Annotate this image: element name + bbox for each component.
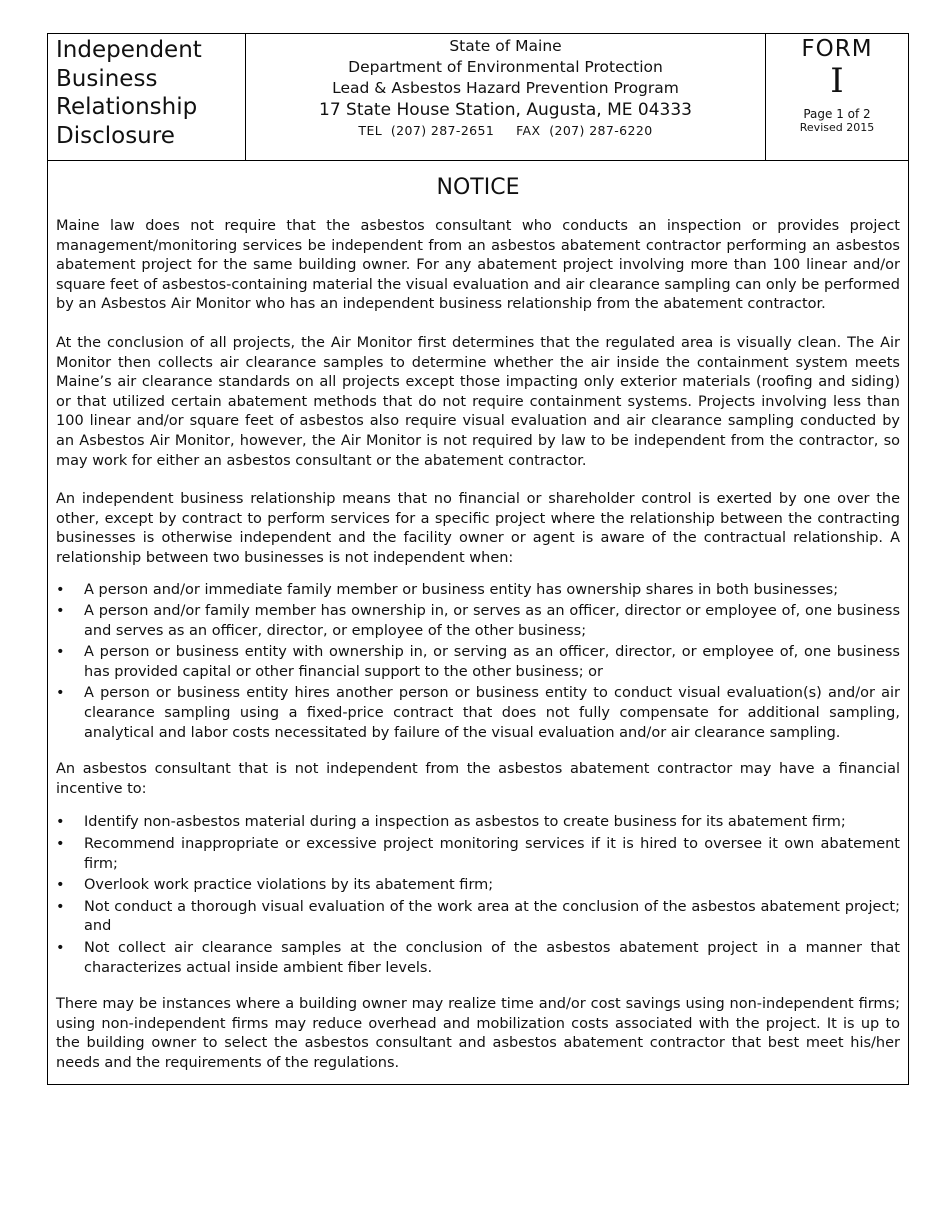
agency-block (246, 34, 766, 160)
disclosure-form (47, 33, 909, 1085)
list-item (56, 876, 900, 896)
list-item-text: Identify non-asbestos material during a inspection as asbestos to create business for its abatement firm; (84, 814, 846, 831)
list-item-text: A person and/or immediate family member or business entity has ownership shares in both businesses; (84, 581, 839, 598)
list-item (56, 813, 900, 833)
form-title-line: Disclosure (56, 122, 175, 149)
list-item-text: A person and/or family member has ownership in, or serves as an officer, director or employee of, one business and serves as an officer, director, or employee of the other business; (84, 603, 900, 639)
bullet-icon: • (56, 581, 65, 598)
form-id: I (830, 61, 844, 101)
incentive-list (56, 813, 900, 978)
list-item-text: Overlook work practice violations by its abatement firm; (84, 877, 494, 894)
incentive-intro: An asbestos consultant that is not independent from the asbestos abatement contractor may have a financial incentive to: (56, 761, 900, 797)
agency-phone-fax: TEL (207) 287-2651 FAX (207) 287-6220 (358, 123, 653, 138)
list-item (56, 835, 900, 874)
revision-date: Revised 2015 (799, 121, 875, 134)
form-title-line: Relationship (56, 94, 198, 120)
bullet-icon: • (56, 814, 65, 831)
notice-paragraph: Maine law does not require that the asbestos consultant who conducts an inspection or provides project management/monitoring services be independent from an asbestos abatement contractor performing an asbestos abatement project for the same building owner. For any abatement project involving more than 100 linear and/or square feet of asbestos-containing material the visual evaluation and air clearance sampling can only be performed by an Asbestos Air Monitor who has an independent business relationship from the abatement contractor. (56, 218, 900, 313)
form-title-line: Independent (56, 37, 202, 63)
form-header (48, 34, 908, 161)
bullet-icon: • (56, 877, 65, 894)
list-item (56, 684, 900, 743)
list-item (56, 643, 900, 682)
not-independent-list (56, 581, 900, 744)
agency-program: Lead & Asbestos Hazard Prevention Program (332, 79, 679, 97)
form-id-block (766, 34, 908, 160)
bullet-icon: • (56, 836, 65, 853)
form-title (48, 34, 246, 160)
bullet-icon: • (56, 685, 65, 702)
page-number: Page 1 of 2 (803, 107, 871, 121)
agency-department: Department of Environmental Protection (348, 58, 663, 76)
bullet-icon: • (56, 940, 65, 956)
form-title-line: Business (56, 65, 158, 92)
notice-paragraph: At the conclusion of all projects, the Air Monitor first determines that the regulated area is visually clean. The Air Monitor then collects air clearance samples to determine whether the air inside the containment system meets Maine’s air clearance standards on all projects except those impacting only exterior materials (roofing and siding) or that utilized certain abatement methods that do not require containment systems. Projects involving less than 100 linear and/or square feet of asbestos also require visual evaluation and air clearance sampling conducted by an Asbestos Air Monitor, however, the Air Monitor is not required by law to be independent from the contractor, so may work for either an asbestos consultant or the abatement contractor. (56, 334, 900, 469)
bullet-icon: • (56, 603, 65, 620)
list-item (56, 898, 900, 937)
agency-address: 17 State House Station, Augusta, ME 04333 (319, 100, 692, 120)
list-item-text: Not collect air clearance samples at the conclusion of the asbestos abatement project in a manner that characterizes actual inside ambient fiber levels. (84, 940, 900, 976)
form-label: FORM (801, 36, 873, 62)
closing-paragraph: There may be instances where a building owner may realize time and/or cost savings using non-independent firms; using non-independent firms may reduce overhead and mobilization costs associated with the project. It is up to the building owner to select the asbestos consultant and asbestos abatement contractor that best meet his/her needs and the requirements of the regulations. (56, 996, 900, 1071)
list-item (56, 581, 900, 601)
list-item (56, 602, 900, 641)
notice-body (48, 161, 908, 1084)
list-item-text: A person or business entity hires another person or business entity to conduct visual evaluation(s) and/or air clearance sampling using a fixed-price contract that does not fully compensate for additional sampling, analytical and labor costs necessitated by failure of the visual evaluation and/or air clearance sampling. (84, 685, 900, 741)
notice-title: NOTICE (436, 175, 520, 200)
notice-paragraph: An independent business relationship means that no financial or shareholder control is exerted by one over the other, except by contract to perform services for a specific project where the relationship between the contracting businesses is otherwise independent and the facility owner or agent is aware of the contractual relationship. A relationship between two businesses is not independent when: (56, 491, 900, 566)
list-item-text: Recommend inappropriate or excessive project monitoring services if it is hired to oversee it own abatement firm; (84, 836, 900, 872)
bullet-icon: • (56, 898, 65, 915)
list-item-text: A person or business entity with ownership in, or serving as an officer, director, or employee of, one business has provided capital or other financial support to the other business; or (84, 644, 900, 680)
bullet-icon: • (56, 644, 65, 661)
agency-state: State of Maine (449, 37, 562, 55)
list-item (56, 939, 900, 978)
list-item-text: Not conduct a thorough visual evaluation of the work area at the conclusion of the asbestos abatement project; and (84, 898, 900, 935)
